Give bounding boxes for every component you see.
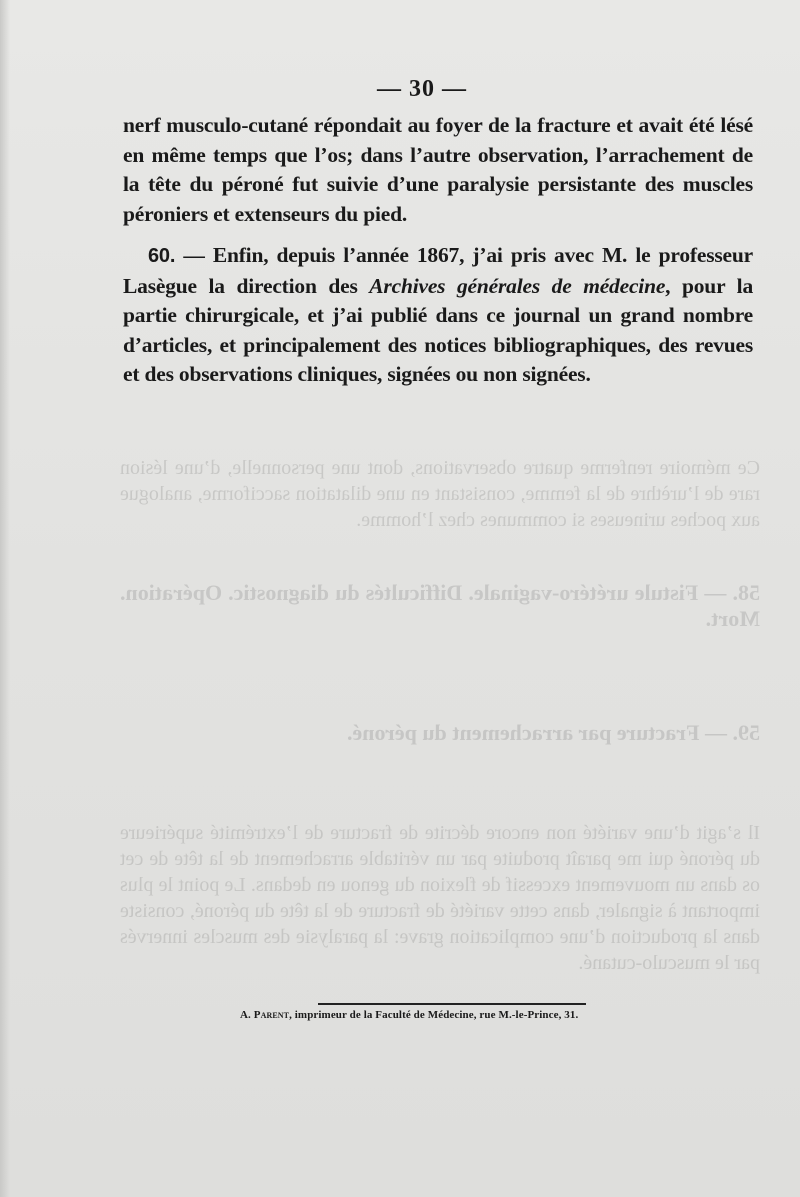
printer-name: A. Parent (240, 1009, 290, 1021)
bleed-through-heading: 59. — Fracture par arrachement du péroné. (346, 720, 760, 745)
journal-title: Archives générales de médecine (369, 273, 666, 298)
footer-rule (318, 1003, 586, 1005)
printer-address: , imprimeur de la Faculté de Médecine, rue M.-le-Prince, 31. (289, 1009, 579, 1021)
page-number: — 30 — (377, 76, 467, 102)
paragraph-60 (123, 241, 753, 390)
paragraph-text: — Enfin, depuis l’année 1867, j’ai pris avec M. le professeur Lasègue la direction des (123, 243, 753, 298)
printer-footer (240, 1009, 640, 1021)
page-edge-shadow (0, 0, 10, 1197)
bleed-through-text: Ce mémoire renferme quatre observations, dont une personnelle, d’une lésion rare de l’urèthre de la femme, consistant en une dilatation sacciforme, analogue aux poches urineuses si communes chez l’homme. (120, 457, 760, 531)
paragraph-text-end: , pour la partie chirurgicale, et j’ai publié dans ce journal un grand nombre d’articles, et principalement des notices bibliographiques, des revues et des observations cliniques, signées ou non signées. (123, 273, 754, 386)
bleed-through-text: Il s’agit d’une variété non encore décrite de fracture de l’extrémité supérieure du péroné qui me paraît produite par un véritable arrachement de la tête de cet os dans un mouvement excessif de flexion du genou en dedans. Le point le plus important à signaler, dans cette variété de fracture de la tête du péroné, consiste dans la production d’une complication grave: la paralysie des muscles innervés par le musculo-cutané. (120, 822, 760, 974)
paragraph-number: 60. (148, 245, 176, 267)
bleed-through-heading: 58. — Fistule urétéro-vaginale. Difficultés du diagnostic. Opération. Mort. (120, 580, 760, 631)
paragraph-continued: nerf musculo-cutané répondait au foyer de la fracture et avait été lésé en même temps que l’os; dans l’autre observation, l’arrachement de la tête du péroné fut suivie d’une paralysie persistante des muscles péroniers et extenseurs du pied. (123, 113, 753, 226)
body-text (123, 111, 753, 390)
